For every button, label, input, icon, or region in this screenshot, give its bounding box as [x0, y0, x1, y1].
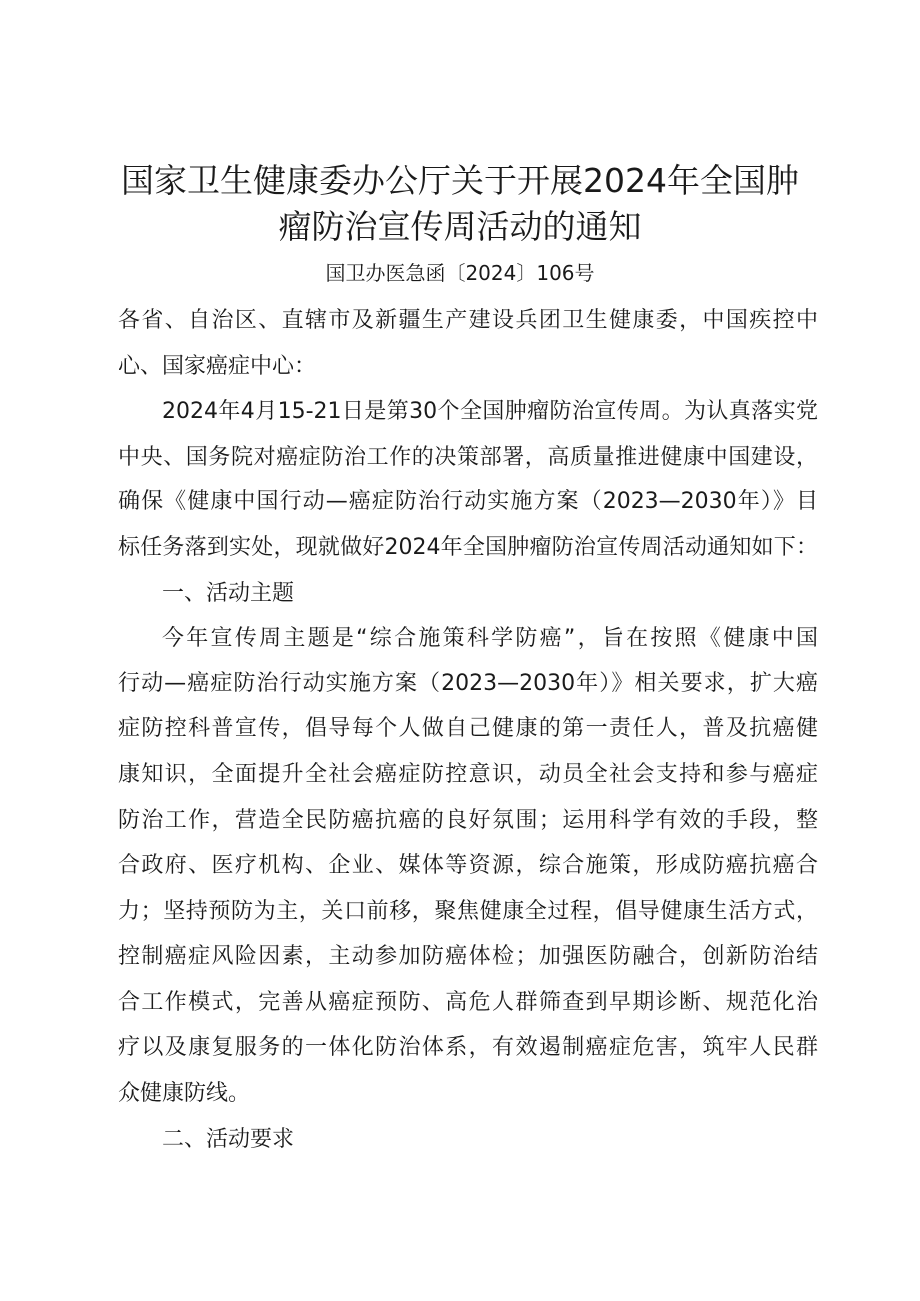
- section-1-heading: 一、活动主题: [162, 581, 295, 606]
- section-1-line: 症防控科普宣传，倡导每个人做自己健康的第一责任人，普及抗癌健: [118, 716, 818, 741]
- section-1-line: 力；坚持预防为主，关口前移，聚焦健康全过程，倡导健康生活方式，: [118, 899, 818, 924]
- intro-line-2: 中央、国务院对癌症防治工作的决策部署，高质量推进健康中国建设，: [118, 445, 818, 470]
- section-1-line: 今年宣传周主题是“综合施策科学防癌”，旨在按照《健康中国: [162, 626, 819, 651]
- addressee-line-2: 心、国家癌症中心：: [118, 354, 317, 379]
- intro-line-1: 2024年4月15-21日是第30个全国肿瘤防治宣传周。为认真落实党: [162, 399, 818, 424]
- section-1-line: 控制癌症风险因素，主动参加防癌体检；加强医防融合，创新防治结: [118, 944, 818, 969]
- section-1-line: 众健康防线。: [118, 1081, 251, 1106]
- section-1-line: 疗以及康复服务的一体化防治体系，有效遏制癌症危害，筑牢人民群: [118, 1035, 818, 1060]
- section-1-line: 康知识，全面提升全社会癌症防控意识，动员全社会支持和参与癌症: [118, 762, 818, 787]
- section-1-line: 防治工作，营造全民防癌抗癌的良好氛围；运用科学有效的手段，整: [118, 808, 818, 833]
- addressee-line-1: 各省、自治区、直辖市及新疆生产建设兵团卫生健康委，中国疾控中: [118, 308, 818, 333]
- document-number: 国卫办医急函〔2024〕106号: [325, 261, 595, 285]
- intro-line-4: 标任务落到实处，现就做好2024年全国肿瘤防治宣传周活动通知如下：: [118, 535, 818, 560]
- section-2-heading: 二、活动要求: [162, 1127, 295, 1152]
- document-title-line-1: 国家卫生健康委办公厅关于开展2024年全国肿: [121, 161, 799, 200]
- intro-line-3: 确保《健康中国行动—癌症防治行动实施方案（2023—2030年）》目: [118, 489, 818, 514]
- section-1-line: 合工作模式，完善从癌症预防、高危人群筛查到早期诊断、规范化治: [118, 990, 818, 1015]
- section-1-line: 行动—癌症防治行动实施方案（2023—2030年）》相关要求，扩大癌: [118, 671, 818, 696]
- document-title-line-2: 瘤防治宣传周活动的通知: [278, 207, 642, 246]
- section-1-line: 合政府、医疗机构、企业、媒体等资源，综合施策，形成防癌抗癌合: [118, 853, 818, 878]
